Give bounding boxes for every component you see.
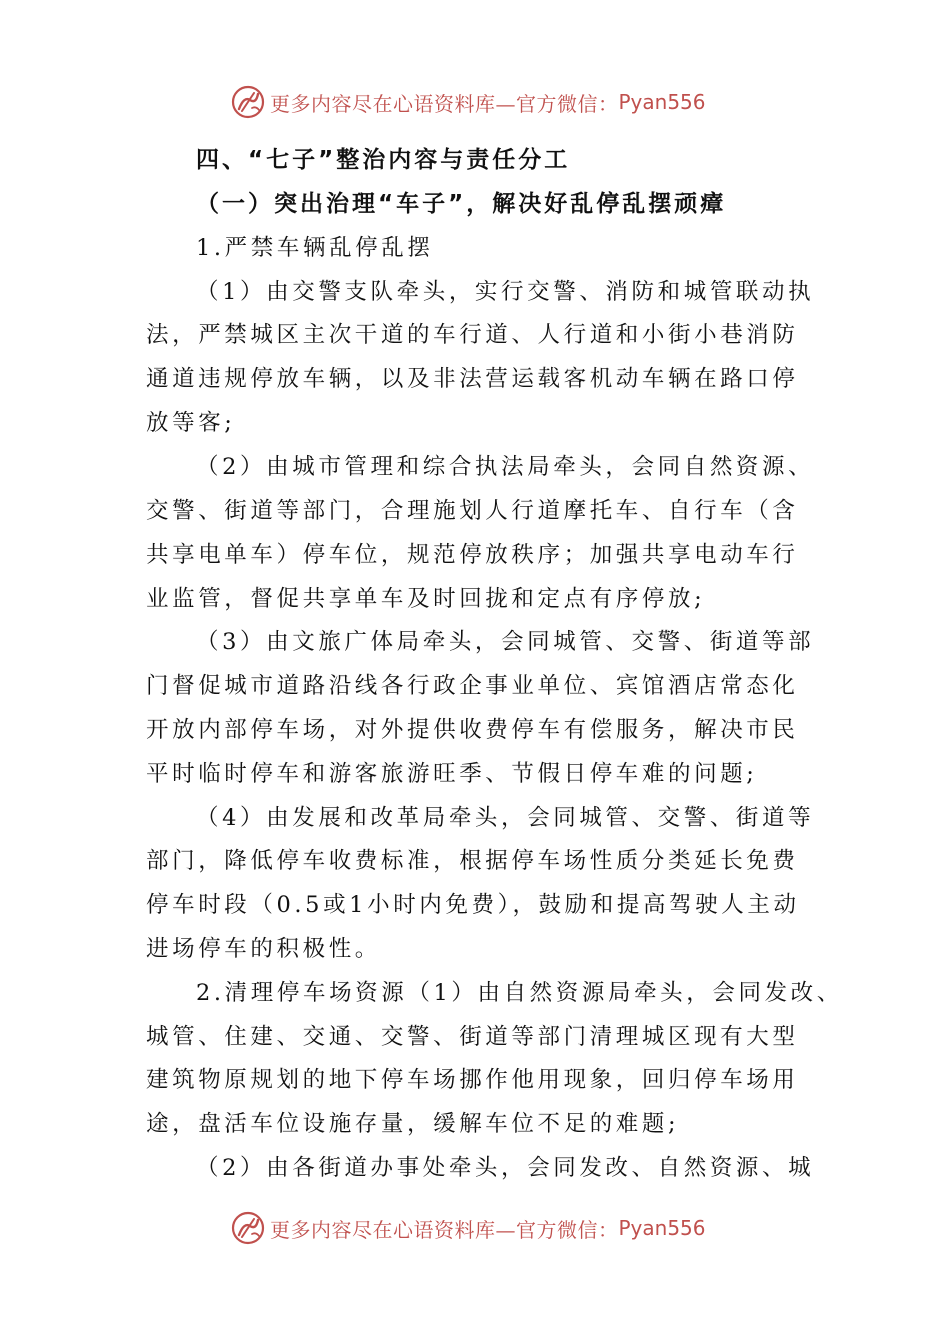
paragraph-line: 停车时段（0.5或1小时内免费），鼓励和提高驾驶人主动 bbox=[146, 892, 800, 918]
paragraph-line: 城管、住建、交通、交警、街道等部门清理城区现有大型 bbox=[146, 1024, 799, 1050]
paragraph-line: 开放内部停车场，对外提供收费停车有偿服务，解决市民 bbox=[146, 717, 799, 743]
paragraph-line: 共享电单车）停车位，规范停放秩序；加强共享电动车行 bbox=[146, 542, 799, 568]
paragraph-line: 通道违规停放车辆，以及非法营运载客机动车辆在路口停 bbox=[146, 366, 799, 392]
paragraph-line: （1）由交警支队牵头，实行交警、消防和城管联动执 bbox=[196, 279, 815, 305]
paragraph-line: 途，盘活车位设施存量，缓解车位不足的难题; bbox=[146, 1111, 680, 1137]
paragraph-line: 交警、街道等部门，合理施划人行道摩托车、自行车（含 bbox=[146, 498, 799, 524]
paragraph-line: （3）由文旅广体局牵头，会同城管、交警、街道等部 bbox=[196, 629, 815, 655]
subsection-heading: （一）突出治理“车子”，解决好乱停乱摆顽瘴 bbox=[196, 191, 727, 217]
paragraph-line: 法，严禁城区主次干道的车行道、人行道和小街小巷消防 bbox=[146, 322, 799, 348]
paragraph-line: （2）由各街道办事处牵头，会同发改、自然资源、城 bbox=[196, 1155, 815, 1181]
section-heading: 四、“七子”整治内容与责任分工 bbox=[196, 147, 571, 173]
paragraph-line: 放等客; bbox=[146, 410, 236, 436]
paragraph-line: 建筑物原规划的地下停车场挪作他用现象，回归停车场用 bbox=[146, 1067, 799, 1093]
paragraph-line: 进场停车的积极性。 bbox=[146, 936, 381, 962]
watermark-contact: Pyan556 bbox=[618, 1216, 706, 1240]
watermark-contact: Pyan556 bbox=[618, 90, 706, 114]
pen-signature-icon bbox=[230, 84, 266, 120]
watermark-text: 更多内容尽在心语资料库—官方微信： bbox=[270, 1217, 619, 1242]
paragraph-line: （4）由发展和改革局牵头，会同城管、交警、街道等 bbox=[196, 805, 815, 831]
paragraph-line: （2）由城市管理和综合执法局牵头，会同自然资源、 bbox=[196, 454, 815, 480]
paragraph-line: 业监管，督促共享单车及时回拢和定点有序停放; bbox=[146, 586, 706, 612]
pen-signature-icon bbox=[230, 1210, 266, 1246]
list-item: 1.严禁车辆乱停乱摆 bbox=[196, 235, 434, 261]
header-watermark bbox=[230, 82, 706, 122]
watermark-text: 更多内容尽在心语资料库—官方微信： bbox=[270, 91, 619, 116]
paragraph-line: 部门，降低停车收费标准，根据停车场性质分类延长免费 bbox=[146, 848, 799, 874]
footer-watermark bbox=[230, 1208, 706, 1248]
paragraph-line: 门督促城市道路沿线各行政企事业单位、宾馆酒店常态化 bbox=[146, 673, 799, 699]
list-item: 2.清理停车场资源（1）由自然资源局牵头，会同发改、 bbox=[196, 980, 843, 1006]
paragraph-line: 平时临时停车和游客旅游旺季、节假日停车难的问题; bbox=[146, 761, 758, 787]
